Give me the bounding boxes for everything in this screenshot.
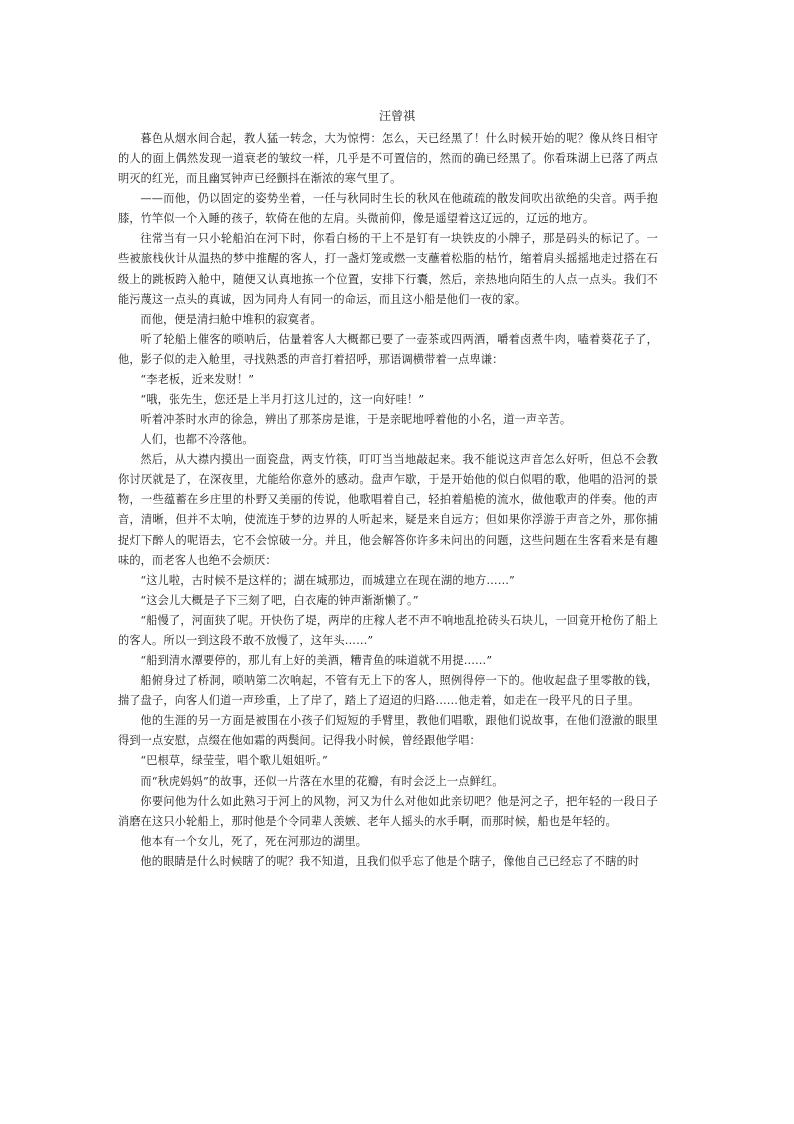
paragraph: 听了轮船上催客的唢呐后，估量着客人大概都已要了一壶茶或四两酒，嚼着卤煮牛肉，嗑着葵花子了，他，影子似的走入舱里，寻找熟悉的声音打着招呼，那语调横带着一点卑谦： [118, 332, 658, 366]
dialogue-line: “船慢了，河面狭了呢。开快伤了堤，两岸的庄稼人老不声不响地乱抢砖头石块儿，一回竟开枪伤了船上的客人。所以一到这段不敢不放慢了，这年头……” [118, 613, 658, 647]
article-body [118, 129, 658, 872]
paragraph: 人们，也都不冷落他。 [140, 433, 254, 447]
paragraph: 船俯身过了桥洞，唢呐第二次响起，不管有无上下的客人，照例得停一下的。他收起盘子里零散的钱，揣了盘子，向客人们道一声珍重，上了岸了，踏上了迢迢的归路……他走着，如走在一段平凡的日子里。 [118, 674, 658, 708]
paragraph: 然后，从大襟内摸出一面瓷盘，两支竹筷，叮叮当当地敲起来。我不能说这声音怎么好听，但总不会教你讨厌就是了，在深夜里，尤能给你意外的感动。盘声乍歇，于是开始他的似白似唱的歌，他唱的沿河的景物，一些蕴蓄在乡庄里的朴野又美丽的传说，他歌唱着自己，轻拍着船桅的流水，做他歌声的伴奏。他的声音，清晰，但并不太响，使流连于梦的边界的人听起来，疑是来自远方；但如果你浮游于声音之外，那你捕捉灯下醉人的呢语去，它不会惊破一分。并且，他会解答你许多未问出的问题，这些问题在生客看来是有趣味的，而老客人也绝不会烦厌： [118, 453, 658, 567]
dialogue-line: “船到清水潭要停的，那儿有上好的美酒，糟青鱼的味道就不用提……” [140, 654, 493, 668]
paragraph: 你要问他为什么如此熟习于河上的风物，河又为什么对他如此亲切吧？他是河之子，把年轻的一段日子消磨在这只小轮船上，那时他是个令同辈人羡嫉、老年人摇头的水手啊，而那时候，船也是年轻的。 [118, 794, 658, 828]
dialogue-line: “哦，张先生，您还是上半月打这儿过的，这一向好哇！” [140, 393, 425, 407]
paragraph: 暮色从烟水间合起，教人猛一转念，大为惊愕：怎么，天已经黑了！什么时候开始的呢？像从终日相守的人的面上偶然发现一道衰老的皱纹一样，几乎是不可置信的，然而的确已经黑了。你看珠湖上已落了两点明灭的红光，而且幽冥钟声已经颤抖在渐浓的寒气里了。 [118, 132, 658, 186]
paragraph: 他的眼睛是什么时候瞎了的呢？我不知道，且我们似乎忘了他是个瞎子，像他自己已经忘了不瞎的时 [140, 854, 640, 868]
dialogue-line: “这儿啦，古时候不是这样的；湖在城那边，而城建立在现在湖的地方……” [140, 573, 515, 587]
author-name: 汪曾祺 [378, 109, 415, 123]
dialogue-line: “这会儿大概是子下三刻了吧，白衣庵的钟声渐渐懒了。” [140, 593, 419, 607]
paragraph: 他的生涯的另一方面是被围在小孩子们短短的手臂里，教他们唱歌，跟他们说故事，在他们澄澈的眼里得到一点安慰，点缀在他如霜的两鬓间。记得我小时候，曾经跟他学唱： [118, 714, 658, 748]
paragraph: ——而他，仍以固定的姿势坐着，一任与秋同时生长的秋风在他疏疏的散发间吹出欲绝的尖音。两手抱膝，竹竿似一个入睡的孩子，软倚在他的左肩。头微前仰，像是遥望着这辽远的，辽远的地方。 [118, 192, 658, 226]
dialogue-line: “巴根草，绿莹莹，唱个歌儿姐姐听。” [140, 754, 328, 768]
paragraph: 而他，便是清扫舱中堆积的寂寞者。 [140, 312, 322, 326]
dialogue-line: “李老板，近来发财！” [140, 372, 255, 386]
paragraph: 往常当有一只小轮船泊在河下时，你看白杨的干上不是钉有一块铁皮的小牌子，那是码头的标记了。一些被旅栈伙计从温热的梦中推醒的客人，打一盏灯笼或燃一支蘸着松脂的枯竹，缩着肩头摇摇地走过搭在石级上的跳板跨入舱中，随便又认真地拣一个位置，安排下行囊，然后，亲热地向陌生的人点一点头。我们不能污蔑这一点头的真诚，因为同舟人有同一的命运，而且这小船是他们一夜的家。 [118, 232, 658, 306]
paragraph: 听着冲茶时水声的徐急，辨出了那茶房是谁，于是亲昵地呼着他的小名，道一声辛苦。 [140, 413, 572, 427]
paragraph: 他本有一个女儿，死了，死在河那边的湖里。 [140, 834, 368, 848]
paragraph: 而“秋虎妈妈”的故事，还似一片落在水里的花瓣，有时会泛上一点鲜红。 [140, 774, 504, 788]
